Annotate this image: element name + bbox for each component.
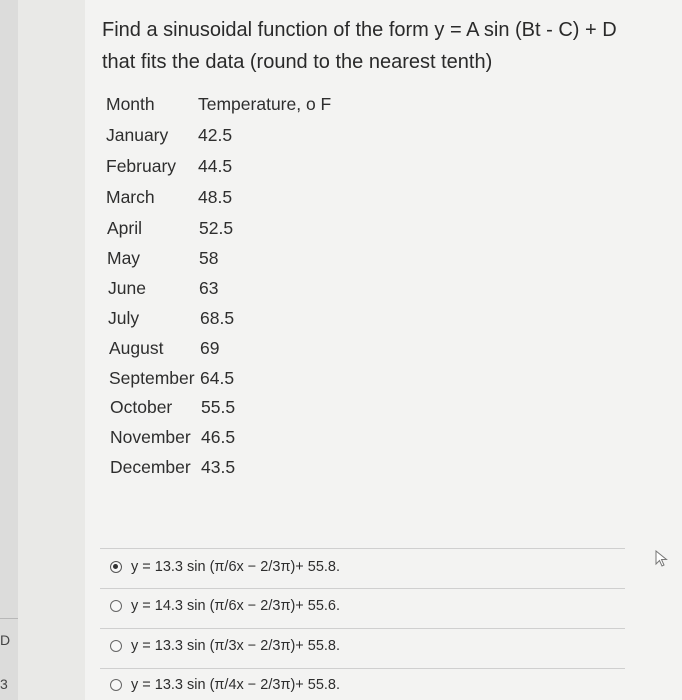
choice-option-2[interactable] bbox=[110, 594, 340, 618]
cursor-icon bbox=[655, 550, 669, 568]
cell-month: November bbox=[110, 427, 191, 447]
cell-month: October bbox=[110, 397, 173, 417]
cell-temp: 48.5 bbox=[198, 187, 233, 207]
header-month: Month bbox=[106, 94, 155, 114]
choice-label: y = 13.3 sin (π/6x − 2/3π)+ 55.8. bbox=[131, 559, 341, 575]
cell-temp: 42.5 bbox=[198, 125, 233, 145]
cell-month: December bbox=[110, 457, 191, 477]
cell-temp: 63 bbox=[199, 278, 219, 298]
left-window-strip bbox=[0, 0, 18, 700]
radio-icon[interactable] bbox=[110, 640, 122, 652]
cell-temp: 52.5 bbox=[199, 218, 234, 238]
strip-glyph-bottom: 3 bbox=[0, 676, 8, 692]
cell-temp: 64.5 bbox=[200, 368, 235, 388]
choice-divider bbox=[100, 548, 625, 549]
cell-month: August bbox=[109, 338, 164, 358]
cell-month: March bbox=[106, 187, 155, 207]
cell-month: July bbox=[108, 308, 140, 328]
strip-glyph-top: D bbox=[0, 632, 11, 648]
choice-label: y = 13.3 sin (π/3x − 2/3π)+ 55.8. bbox=[131, 638, 341, 654]
cell-month: April bbox=[107, 218, 143, 238]
choice-label: y = 13.3 sin (π/4x − 2/3π)+ 55.8. bbox=[131, 677, 341, 693]
strip-divider bbox=[0, 618, 18, 619]
cell-month: May bbox=[107, 248, 141, 268]
cell-temp: 69 bbox=[200, 338, 220, 358]
choice-option-4[interactable] bbox=[110, 673, 340, 697]
cell-temp: 68.5 bbox=[200, 308, 235, 328]
cell-temp: 44.5 bbox=[198, 156, 233, 176]
cell-temp: 55.5 bbox=[201, 397, 236, 417]
radio-icon[interactable] bbox=[110, 679, 122, 691]
choice-option-1[interactable] bbox=[110, 555, 340, 579]
cell-month: February bbox=[106, 156, 177, 176]
cell-temp: 58 bbox=[199, 248, 219, 268]
choice-label: y = 14.3 sin (π/6x − 2/3π)+ 55.6. bbox=[131, 598, 341, 614]
cell-month: September bbox=[109, 368, 195, 388]
choice-divider bbox=[100, 668, 625, 669]
choice-option-3[interactable] bbox=[110, 634, 340, 658]
cell-month: June bbox=[108, 278, 146, 298]
radio-icon[interactable] bbox=[110, 600, 122, 612]
question-line-1: Find a sinusoidal function of the form y = A sin (Bt - C) + D bbox=[102, 19, 617, 41]
cell-temp: 43.5 bbox=[201, 457, 236, 477]
cell-temp: 46.5 bbox=[201, 427, 236, 447]
choice-divider bbox=[100, 628, 625, 629]
radio-selected-icon[interactable] bbox=[110, 561, 122, 573]
header-temperature: Temperature, o F bbox=[198, 94, 332, 114]
cell-month: January bbox=[106, 125, 169, 145]
question-text bbox=[102, 14, 662, 78]
choice-divider bbox=[100, 588, 625, 589]
question-line-2: that fits the data (round to the nearest tenth) bbox=[102, 51, 493, 73]
